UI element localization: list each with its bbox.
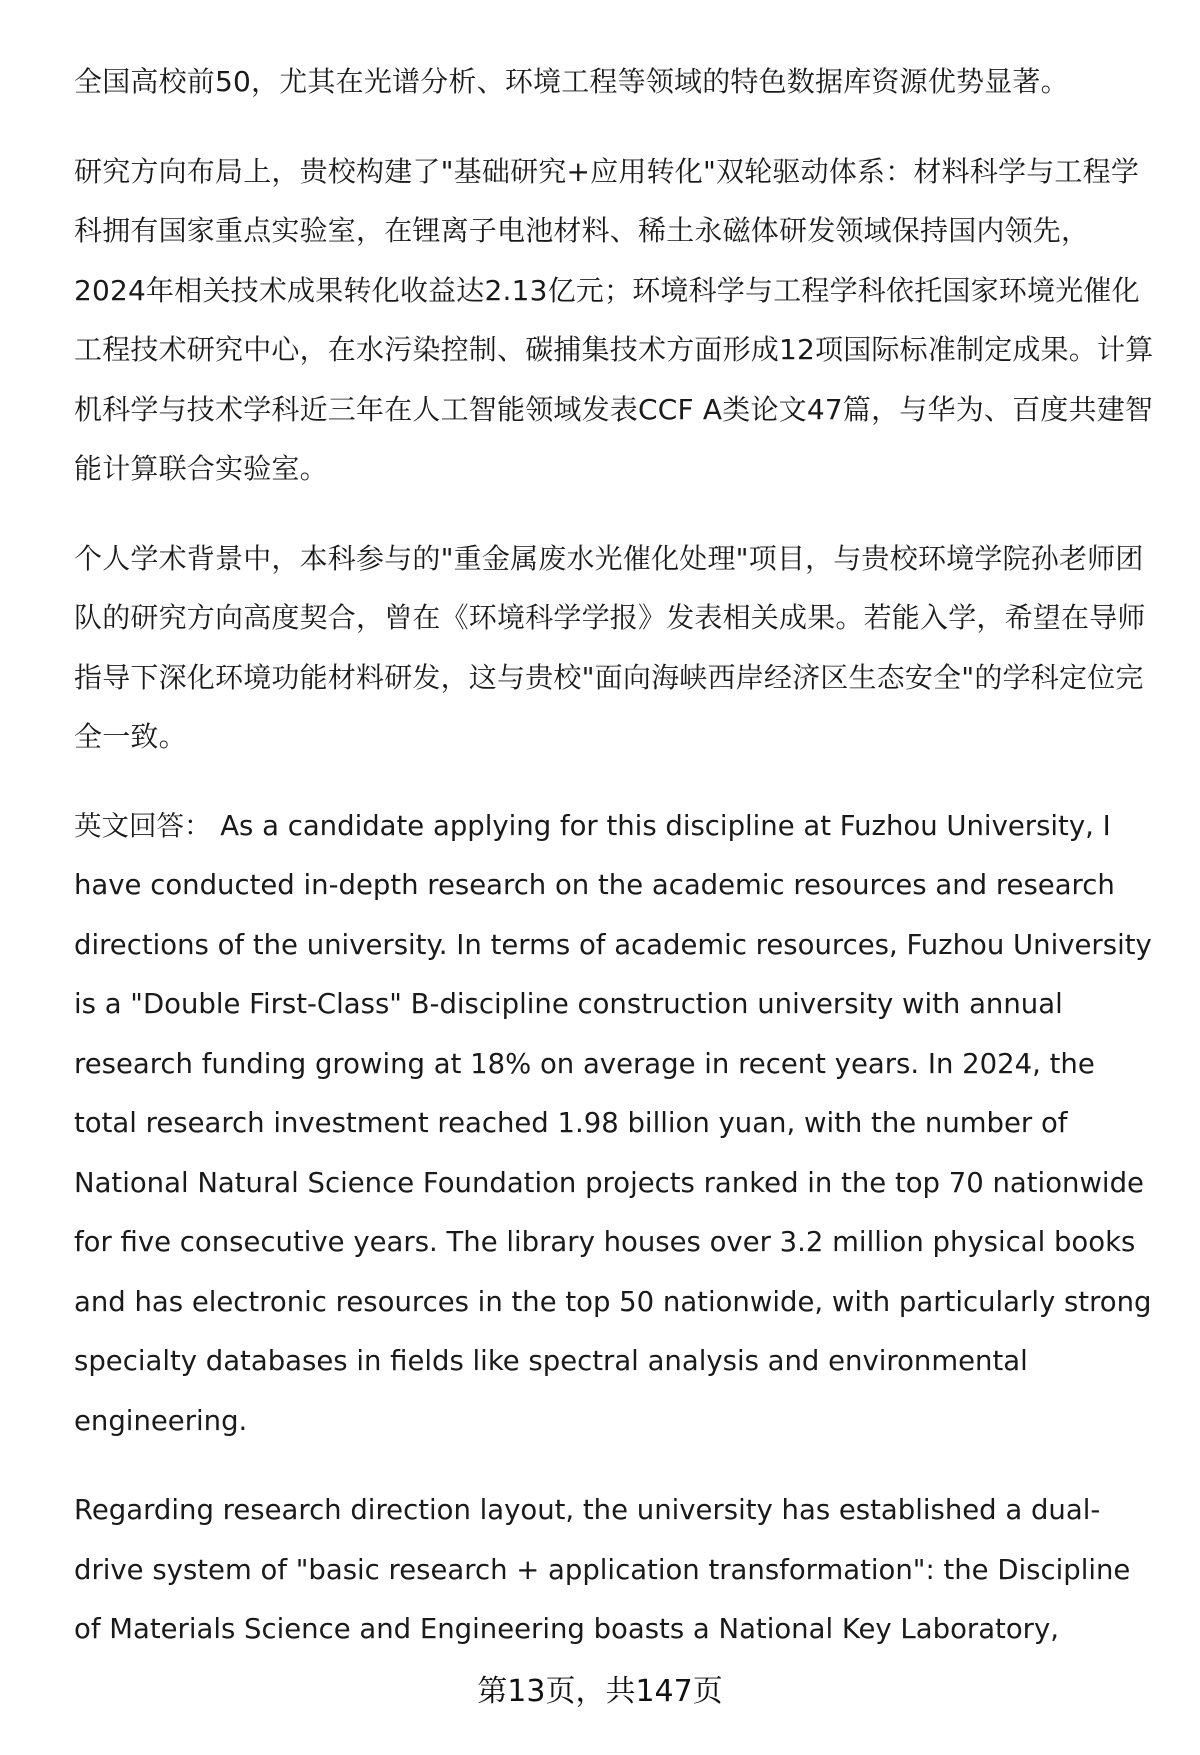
- paragraph-research-directions-cn: 研究方向布局上，贵校构建了"基础研究+应用转化"双轮驱动体系：材料科学与工程学科拥有国家重点实验室，在锂离子电池材料、稀土永磁体研发领域保持国内领先，2024年相关技术成果转化收益达2.13亿元；环境科学与工程学科依托国家环境光催化工程技术研究中心，在水污染控制、碳捕集技术方面形成12项国际标准制定成果。计算机科学与技术学科近三年在人工智能领域发表CCF A类论文47篇，与华为、百度共建智能计算联合实验室。: [74, 154, 1154, 485]
- paragraph-english-answer: 英文回答： As a candidate applying for this discipline at Fuzhou University, I have conducted in-depth research on the academic resources and research directions of the university. In terms of academic resources, Fuzhou University is a "Double First-Class" B-discipline construction university with annual research funding growing at 18% on average in recent years. In 2024, the total research investment reached 1.98 billion yuan, with the number of National Natural Science Foundation projects ranked in the top 70 nationwide for five consecutive years. The library houses over 3.2 million physical books and has electronic resources in the top 50 nationwide, with particularly strong specialty databases in fields like spectral analysis and environmental engineering.: [74, 809, 1152, 1437]
- paragraph-english-research-directions: Regarding research direction layout, the university has established a dual-drive system of "basic research + application transformation": the Discipline of Materials Science and Engineering boasts a National Key Laboratory,: [74, 1494, 1131, 1645]
- document-body: [74, 52, 1154, 1690]
- paragraph-personal-background-cn: 个人学术背景中，本科参与的"重金属废水光催化处理"项目，与贵校环境学院孙老师团队的研究方向高度契合，曾在《环境科学学报》发表相关成果。若能入学，希望在导师指导下深化环境功能材料研发，这与贵校"面向海峡西岸经济区生态安全"的学科定位完全一致。: [74, 541, 1146, 753]
- page-number: 第13页，共147页: [477, 1674, 723, 1709]
- paragraph-resources-cn-end: 全国高校前50，尤其在光谱分析、环境工程等领域的特色数据库资源优势显著。: [74, 65, 1069, 98]
